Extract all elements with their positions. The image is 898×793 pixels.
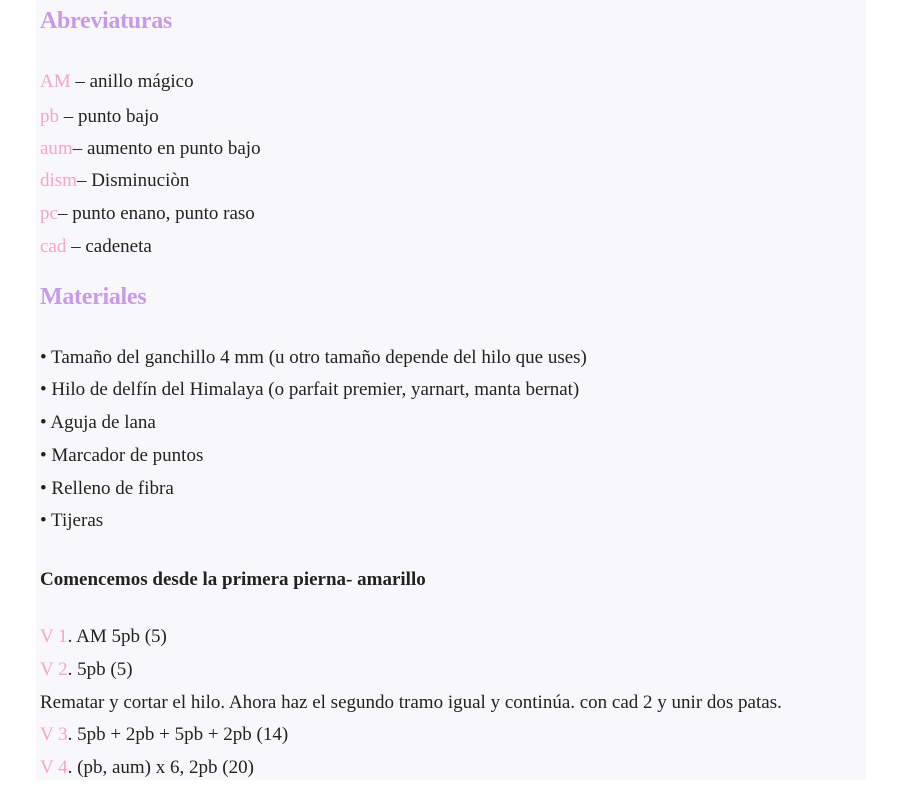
document-page — [36, 0, 866, 780]
round-line — [40, 625, 167, 649]
abbreviation-description: – anillo mágico — [70, 71, 194, 92]
abbreviation-item — [40, 202, 255, 226]
round-text: . AM 5pb (5) — [67, 626, 167, 647]
instruction-note: Rematar y cortar el hilo. Ahora haz el segundo tramo igual y continúa. con cad 2 y unir dos patas. — [40, 692, 782, 713]
abbreviation-description: – punto enano, punto raso — [57, 203, 255, 224]
abbreviation-item — [40, 70, 194, 94]
materials-item: • Tijeras — [40, 510, 104, 531]
abbreviation-code: cad — [40, 236, 67, 257]
materials-item: • Tamaño del ganchillo 4 mm (u otro tamaño depende del hilo que uses) — [40, 347, 587, 368]
materials-item: • Marcador de puntos — [40, 445, 204, 466]
abbreviation-description: – aumento en punto bajo — [72, 138, 261, 159]
round-label: V 1 — [40, 626, 68, 647]
abbreviation-item — [40, 169, 189, 193]
abbreviation-code: pc — [40, 203, 58, 224]
abbreviation-item — [40, 235, 152, 259]
round-text: . (pb, aum) x 6, 2pb (20) — [67, 757, 254, 778]
round-text: . 5pb (5) — [67, 659, 133, 680]
abbreviation-description: – cadeneta — [66, 236, 152, 257]
materials-item: • Hilo de delfín del Himalaya (o parfait premier, yarnart, manta bernat) — [40, 379, 580, 400]
abbreviation-code: pb — [40, 106, 59, 127]
abbreviation-code: dism — [40, 170, 77, 191]
round-label: V 3 — [40, 724, 68, 745]
round-line — [40, 658, 133, 682]
materials-item: • Relleno de fibra — [40, 478, 174, 499]
materials-heading: Materiales — [40, 284, 147, 310]
abbreviations-heading: Abreviaturas — [40, 8, 172, 34]
section-heading: Comencemos desde la primera pierna- amarillo — [40, 569, 426, 590]
abbreviation-item — [40, 105, 159, 129]
abbreviation-description: – punto bajo — [59, 106, 159, 127]
abbreviation-code: AM — [40, 71, 71, 92]
round-text: . 5pb + 2pb + 5pb + 2pb (14) — [67, 724, 289, 745]
round-label: V 2 — [40, 659, 68, 680]
round-line — [40, 756, 254, 780]
abbreviation-code: aum — [40, 138, 73, 159]
abbreviation-item — [40, 137, 261, 161]
round-line — [40, 723, 288, 747]
materials-item: • Aguja de lana — [40, 412, 156, 433]
abbreviation-description: – Disminuciòn — [76, 170, 190, 191]
round-label: V 4 — [40, 757, 68, 778]
